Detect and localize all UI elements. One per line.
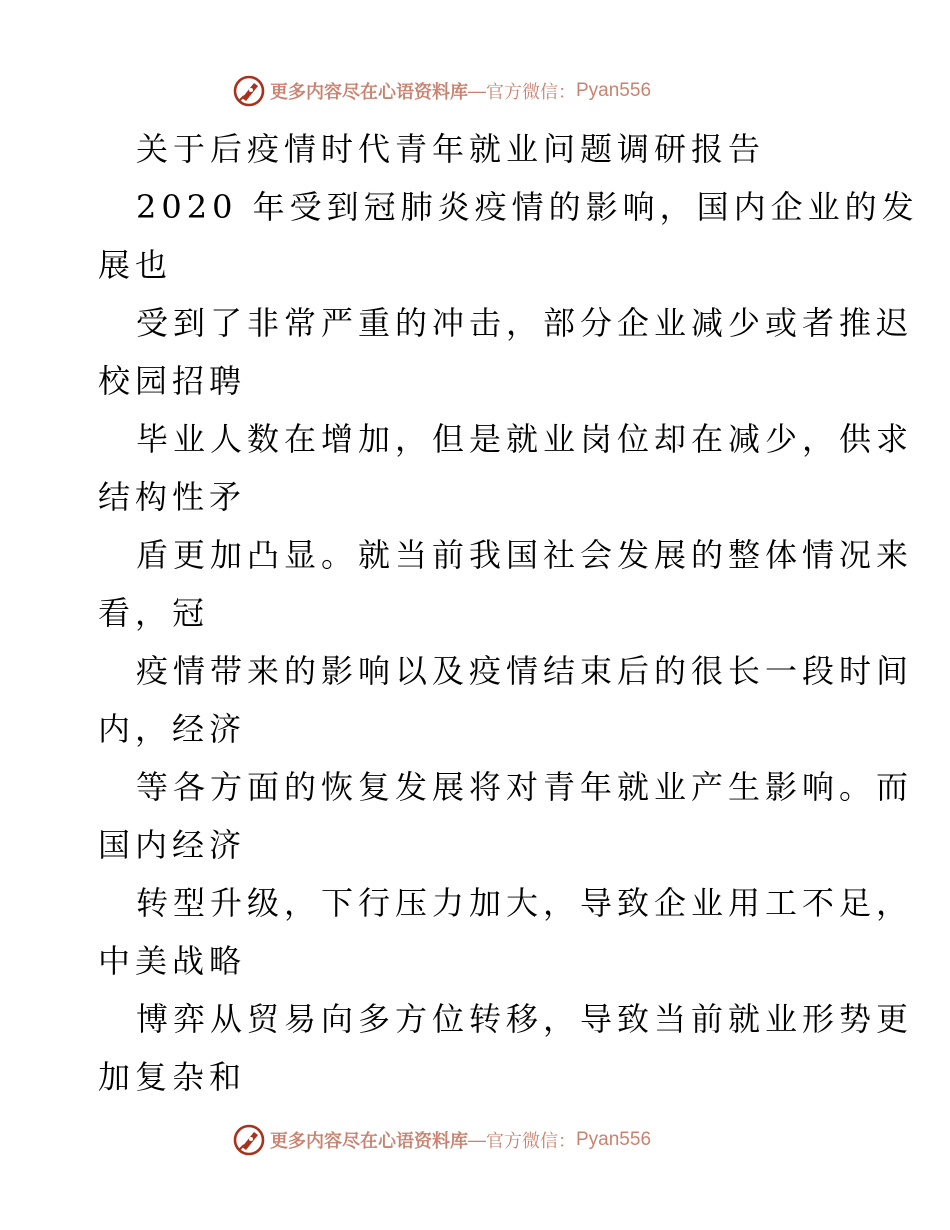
banner-wechat-label: 官方微信：	[486, 82, 576, 103]
paragraph-line: 内，经济	[98, 710, 247, 748]
pen-nib-logo-icon	[232, 1123, 266, 1157]
paragraph-line: 2020 年受到冠肺炎疫情的影响，国内企业的发	[136, 188, 919, 226]
banner-wechat-id: Pyan556	[576, 1129, 652, 1150]
banner-dash: —	[468, 80, 486, 101]
header-banner	[232, 73, 651, 109]
paragraph-line: 等各方面的恢复发展将对青年就业产生影响。而	[136, 768, 914, 806]
paragraph-line: 博弈从贸易向多方位转移，导致当前就业形势更	[136, 1000, 914, 1038]
document-title: 关于后疫情时代青年就业问题调研报告	[136, 130, 766, 168]
paragraph-line: 展也	[98, 246, 173, 284]
paragraph-line: 受到了非常严重的冲击，部分企业减少或者推迟	[136, 304, 914, 342]
paragraph-line: 中美战略	[98, 942, 247, 980]
banner-dash: —	[468, 1129, 486, 1150]
banner-wechat-id: Pyan556	[576, 80, 652, 101]
paragraph-line: 结构性矛	[98, 478, 247, 516]
banner-brand-text: 更多内容尽在心语资料库	[270, 1131, 468, 1152]
paragraph-line: 盾更加凸显。就当前我国社会发展的整体情况来	[136, 536, 914, 574]
paragraph-line: 疫情带来的影响以及疫情结束后的很长一段时间	[136, 652, 914, 690]
banner-brand-text: 更多内容尽在心语资料库	[270, 82, 468, 103]
paragraph-line: 看，冠	[98, 594, 210, 632]
paragraph-line: 加复杂和	[98, 1058, 247, 1096]
paragraph-line: 毕业人数在增加，但是就业岗位却在减少，供求	[136, 420, 914, 458]
banner-wechat-label: 官方微信：	[486, 1131, 576, 1152]
paragraph-line: 校园招聘	[98, 362, 247, 400]
document-body	[98, 120, 919, 1106]
paragraph-line: 国内经济	[98, 826, 247, 864]
paragraph-line: 转型升级，下行压力加大，导致企业用工不足，	[136, 884, 914, 922]
footer-banner	[232, 1122, 651, 1158]
pen-nib-logo-icon	[232, 74, 266, 108]
